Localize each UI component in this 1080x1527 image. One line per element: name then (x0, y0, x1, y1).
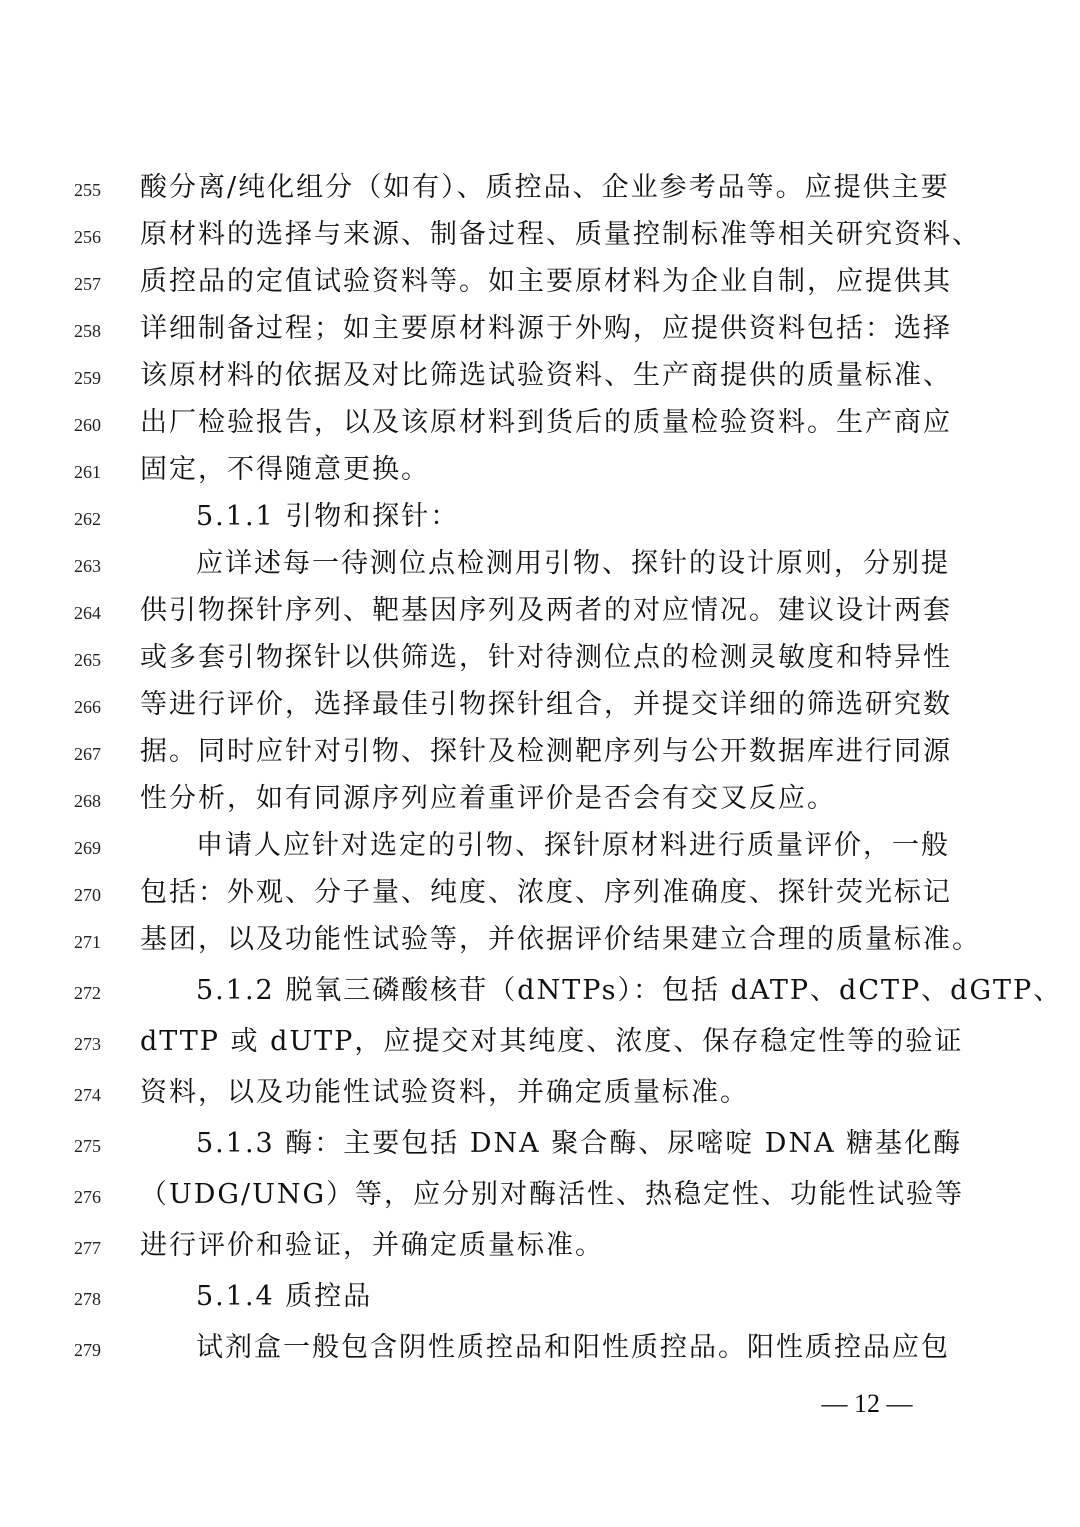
text-line (0, 215, 1080, 255)
line-text: 原材料的选择与来源、制备过程、质量控制标准等相关研究资料、 (140, 219, 981, 250)
line-text: 出厂检验报告，以及该原材料到货后的质量检验资料。生产商应 (140, 407, 952, 438)
line-text: 申请人应针对选定的引物、探针原材料进行质量评价，一般 (196, 830, 950, 861)
text-line (0, 1073, 1080, 1113)
text-line (0, 450, 1080, 490)
text-line (0, 1175, 1080, 1215)
line-number: 256 (74, 227, 101, 247)
line-text: 等进行评价，选择最佳引物探针组合，并提交详细的筛选研究数 (140, 689, 952, 720)
text-line (0, 873, 1080, 913)
line-number: 267 (74, 744, 101, 764)
line-number: 263 (74, 556, 101, 576)
text-line (0, 544, 1080, 584)
line-number: 272 (74, 983, 101, 1003)
line-number: 269 (74, 838, 101, 858)
section-heading: 5.1.3 酶：主要包括 DNA 聚合酶、尿嘧啶 DNA 糖基化酶 (196, 1128, 963, 1159)
section-heading: 5.1.1 引物和探针： (196, 501, 460, 532)
line-text: 进行评价和验证，并确定质量标准。 (140, 1230, 604, 1261)
line-text: 基团，以及功能性试验等，并依据评价结果建立合理的质量标准。 (140, 924, 981, 955)
line-number: 257 (74, 274, 101, 294)
line-text: 应详述每一待测位点检测用引物、探针的设计原则，分别提 (196, 548, 950, 579)
text-line (0, 1022, 1080, 1062)
line-number: 277 (74, 1238, 101, 1258)
text-line (0, 309, 1080, 349)
text-line (0, 168, 1080, 208)
line-text: 详细制备过程；如主要原材料源于外购，应提供资料包括：选择 (140, 313, 952, 344)
line-number: 276 (74, 1187, 101, 1207)
line-number: 275 (74, 1136, 101, 1156)
line-text: 质控品的定值试验资料等。如主要原材料为企业自制，应提供其 (140, 266, 952, 297)
text-line (0, 1124, 1080, 1164)
text-line (0, 497, 1080, 537)
line-text: 资料，以及功能性试验资料，并确定质量标准。 (140, 1077, 749, 1108)
text-line (0, 591, 1080, 631)
text-line (0, 1226, 1080, 1266)
line-text: 供引物探针序列、靶基因序列及两者的对应情况。建议设计两套 (140, 595, 952, 626)
line-number: 274 (74, 1085, 101, 1105)
line-number: 273 (74, 1034, 101, 1054)
text-line (0, 262, 1080, 302)
text-line (0, 1277, 1080, 1317)
line-text: 据。同时应针对引物、探针及检测靶序列与公开数据库进行同源 (140, 736, 952, 767)
line-text: 试剂盒一般包含阴性质控品和阳性质控品。阳性质控品应包 (196, 1332, 950, 1363)
line-number: 255 (74, 180, 101, 200)
line-text: 该原材料的依据及对比筛选试验资料、生产商提供的质量标准、 (140, 360, 952, 391)
line-number: 260 (74, 415, 101, 435)
line-number: 278 (74, 1289, 101, 1309)
line-number: 264 (74, 603, 101, 623)
line-number: 266 (74, 697, 101, 717)
line-number: 265 (74, 650, 101, 670)
text-line (0, 971, 1080, 1011)
text-line (0, 638, 1080, 678)
text-line (0, 1328, 1080, 1368)
line-text: 包括：外观、分子量、纯度、浓度、序列准确度、探针荧光标记 (140, 877, 952, 908)
text-line (0, 732, 1080, 772)
line-number: 262 (74, 509, 101, 529)
line-number: 258 (74, 321, 101, 341)
line-text: 或多套引物探针以供筛选，针对待测位点的检测灵敏度和特异性 (140, 642, 952, 673)
text-line (0, 356, 1080, 396)
text-line (0, 685, 1080, 725)
line-number: 270 (74, 885, 101, 905)
text-line (0, 403, 1080, 443)
line-number: 259 (74, 368, 101, 388)
text-line (0, 920, 1080, 960)
line-text: （UDG/UNG）等，应分别对酶活性、热稳定性、功能性试验等 (140, 1179, 965, 1210)
line-text: 酸分离/纯化组分（如有）、质控品、企业参考品等。应提供主要 (140, 172, 950, 203)
page-number: — 12 — (821, 1389, 913, 1418)
line-text: dTTP 或 dUTP，应提交对其纯度、浓度、保存稳定性等的验证 (140, 1026, 964, 1057)
text-line (0, 779, 1080, 819)
line-number: 279 (74, 1340, 101, 1360)
line-number: 268 (74, 791, 101, 811)
line-number: 261 (74, 462, 101, 482)
section-heading: 5.1.4 质控品 (196, 1281, 373, 1312)
line-text: 性分析，如有同源序列应着重评价是否会有交叉反应。 (140, 783, 836, 814)
section-heading: 5.1.2 脱氧三磷酸核苷（dNTPs）：包括 dATP、dCTP、dGTP、 (196, 975, 1063, 1006)
line-text: 固定，不得随意更换。 (140, 454, 430, 485)
line-number: 271 (74, 932, 101, 952)
text-line (0, 826, 1080, 866)
